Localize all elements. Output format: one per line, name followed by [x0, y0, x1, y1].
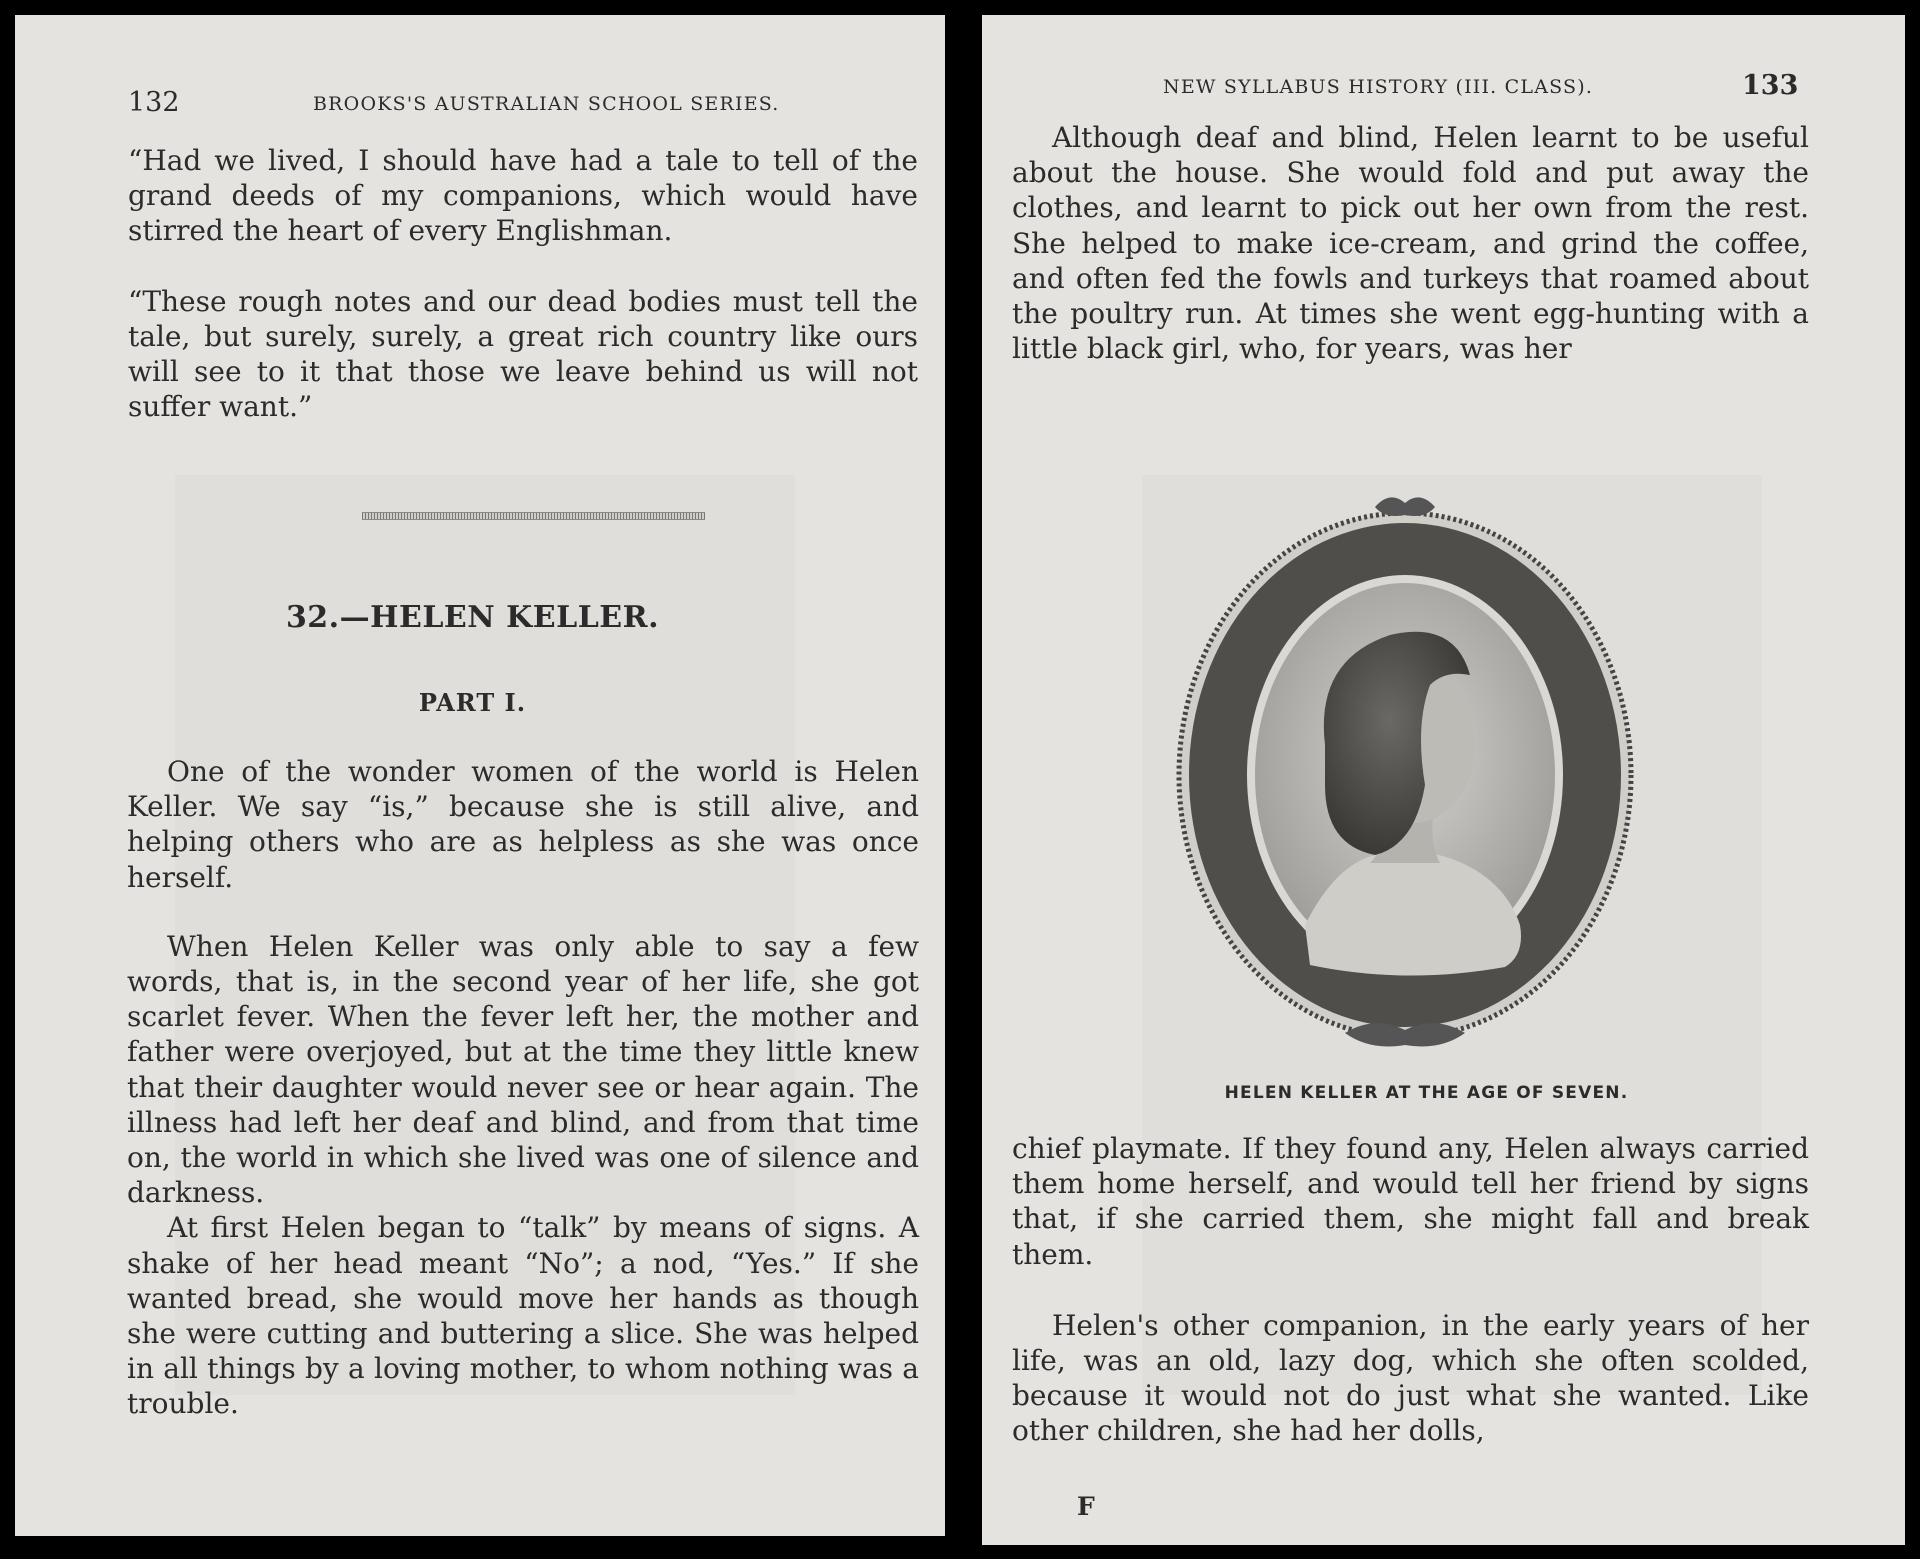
- page-number: 132: [128, 87, 180, 118]
- quote-block: [128, 143, 918, 424]
- page-number: 133: [1742, 70, 1799, 101]
- right-page: [982, 15, 1905, 1545]
- body-text: [127, 754, 919, 1422]
- left-running-head: [15, 87, 945, 127]
- left-page: [15, 15, 945, 1536]
- part-title: PART I.: [418, 688, 527, 717]
- signature-mark: F: [1077, 1492, 1095, 1521]
- body-paragraph: One of the wonder women of the world is Helen Keller. We say “is,” because she is still alive, and helping others who are as helpless as she was once herself.: [127, 755, 919, 894]
- body-paragraph: At first Helen began to “talk” by means of signs. A shake of her head meant “No”; a nod, “Yes.” If she wanted bread, she would move her hands as though she were cutting and buttering a slice. She was helped in all things by a loving mother, to whom nothing was a trouble.: [127, 1211, 919, 1421]
- body-paragraph: When Helen Keller was only able to say a few words, that is, in the second year of her life, she got scarlet fever. When the fever left her, the mother and father were overjoyed, but at the time they little knew that their daughter would never see or hear again. The illness had left her deaf and blind, and from that time on, the world in which she lived was one of silence and darkness.: [127, 929, 919, 1210]
- running-title: NEW SYLLABUS HISTORY (III. CLASS).: [1163, 76, 1594, 98]
- top-text: [1012, 120, 1809, 366]
- right-running-head: [982, 70, 1905, 110]
- bottom-text: [1012, 1131, 1809, 1449]
- running-title: BROOKS'S AUSTRALIAN SCHOOL SERIES.: [313, 93, 780, 115]
- bow-ornament: [1375, 497, 1435, 516]
- portrait-figure: [1175, 485, 1635, 1053]
- body-paragraph: Helen's other companion, in the early years of her life, was an old, lazy dog, which she often scolded, because it would not do just what she wanted. Like other children, she had her dolls,: [1012, 1308, 1809, 1448]
- quote-paragraph: “Had we lived, I should have had a tale to tell of the grand deeds of my companions, which would have stirred the heart of every Englishman.: [128, 144, 918, 248]
- body-paragraph: chief playmate. If they found any, Helen always carried them home herself, and would tell her friend by signs that, if she carried them, she might fall and break them.: [1012, 1132, 1809, 1271]
- section-divider: [362, 512, 705, 520]
- chapter-title: 32.—HELEN KELLER.: [285, 600, 660, 635]
- figure-caption: HELEN KELLER AT THE AGE OF SEVEN.: [1224, 1083, 1629, 1103]
- body-paragraph: Although deaf and blind, Helen learnt to be useful about the house. She would fold and put away the clothes, and learnt to pick out her own from the rest. She helped to make ice-cream, and grind the coffee, and often fed the fowls and turkeys that roamed about the poultry run. At times she went egg-hunting with a little black girl, who, for years, was her: [1012, 121, 1809, 366]
- quote-paragraph: “These rough notes and our dead bodies must tell the tale, but surely, surely, a great rich country like ours will see to it that those we leave behind us will not suffer want.”: [128, 284, 918, 424]
